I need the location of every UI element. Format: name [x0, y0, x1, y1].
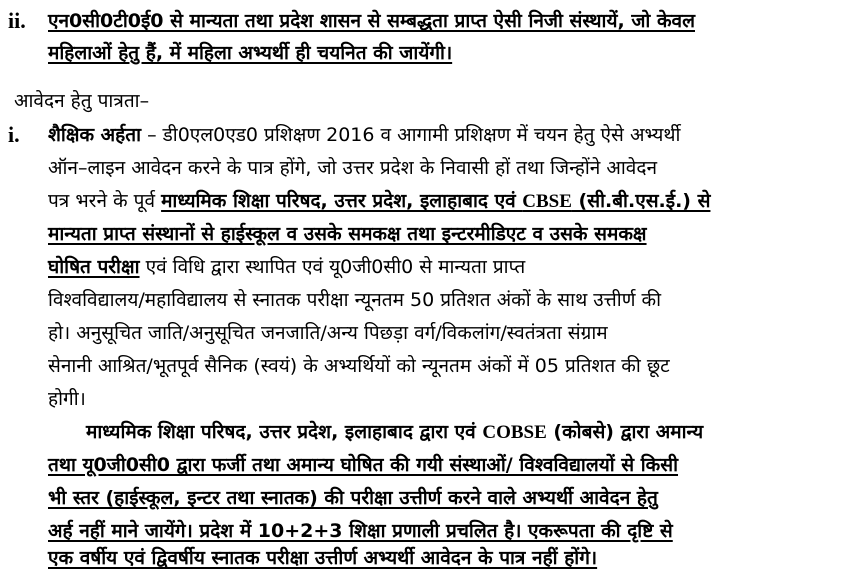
para1-line5-rest: एवं विधि द्वारा स्थापित एवं यू0जी0सी0 से मान्यता प्राप्त	[139, 256, 526, 278]
section-ii-line-2: महिलाओं हेतु हैं, में महिला अभ्यर्थी ही चयनित की जायेंगी।	[48, 42, 453, 64]
cobse-label: COBSE	[482, 422, 547, 443]
section-i-marker: i.	[8, 122, 20, 147]
section-i-para1-line-8: सेनानी आश्रित/भूतपूर्व सैनिक (स्वयं) के अभ्यर्थियों को न्यूनतम अंकों में 05 प्रतिशत की छूट	[48, 355, 670, 377]
section-i-para1-line-7: हो। अनुसूचित जाति/अनुसूचित जनजाति/अन्य पिछड़ा वर्ग/विकलांग/स्वतंत्रता संग्राम	[48, 322, 608, 344]
section-i-para2-line-5: एक वर्षीय एवं द्विवर्षीय स्नातक परीक्षा उत्तीर्ण अभ्यर्थी आवेदन के पात्र नहीं होंगे।	[48, 547, 598, 569]
section-i-para2-line-2: तथा यू0जी0सी0 द्वारा फर्जी तथा अमान्य घोषित की गयी संस्थाओं/ विश्वविद्यालयों से किसी	[48, 454, 679, 476]
para1-line3-bold: माध्यमिक शिक्षा परिषद, उत्तर प्रदेश, इलाहाबाद एवं	[161, 190, 523, 212]
para2-line1-b: (कोबसे) द्वारा अमान्य	[546, 421, 704, 443]
section-i-para1-line-6: विश्वविद्यालय/महाविद्यालय से स्नातक परीक्षा न्यूनतम 50 प्रतिशत अंकों के साथ उत्तीर्ण की	[48, 289, 661, 311]
section-i-para2-line-3: भी स्तर (हाईस्कूल, इन्टर तथा स्नातक) की परीक्षा उत्तीर्ण करने वाले अभ्यर्थी आवेदन हेतु	[48, 487, 658, 509]
section-i-para1-line-1	[48, 122, 680, 148]
eligibility-heading: आवेदन हेतु पात्रता–	[14, 90, 150, 112]
para1-line5-bold: घोषित परीक्षा	[48, 256, 140, 278]
section-i-para1-line-2: ऑन–लाइन आवेदन करने के पात्र होंगे, जो उत्तर प्रदेश के निवासी हों तथा जिन्होंने आवेदन	[48, 157, 658, 179]
cbse-label: CBSE	[522, 191, 572, 212]
section-i-para1-line-4: मान्यता प्राप्त संस्थानों से हाईस्कूल व उसके समकक्ष तथा इन्टरमीडिएट व उसके समकक्ष	[48, 223, 647, 245]
para1-line3-plain: पत्र भरने के पूर्व	[48, 190, 162, 212]
section-i-para1-line-5	[48, 254, 525, 280]
section-i-para2-line-1	[86, 419, 703, 446]
qualification-term: शैक्षिक अर्हता	[48, 124, 142, 146]
para1-line3-end: (सी.बी.एस.ई.) से	[571, 190, 711, 212]
section-i-para1-line-9: होगी।	[48, 388, 86, 410]
section-ii-line-1: एन0सी0टी0ई0 से मान्यता तथा प्रदेश शासन से सम्बद्धता प्राप्त ऐसी निजी संस्थायें, जो केवल	[48, 10, 695, 32]
para2-line1-a: माध्यमिक शिक्षा परिषद, उत्तर प्रदेश, इलाहाबाद द्वारा एवं	[86, 421, 483, 443]
section-ii-marker: ii.	[8, 8, 26, 33]
section-i-para2-line-4: अर्ह नहीं माने जायेंगे। प्रदेश में 10+2+3 शिक्षा प्रणाली प्रचलित है। एकरूपता की दृष्टि से	[48, 520, 673, 542]
section-i-para1-line-3	[48, 188, 710, 215]
para1-line1-text: – डी0एल0एड0 प्रशिक्षण 2016 व आगामी प्रशिक्षण में चयन हेतु ऐसे अभ्यर्थी	[141, 124, 681, 146]
